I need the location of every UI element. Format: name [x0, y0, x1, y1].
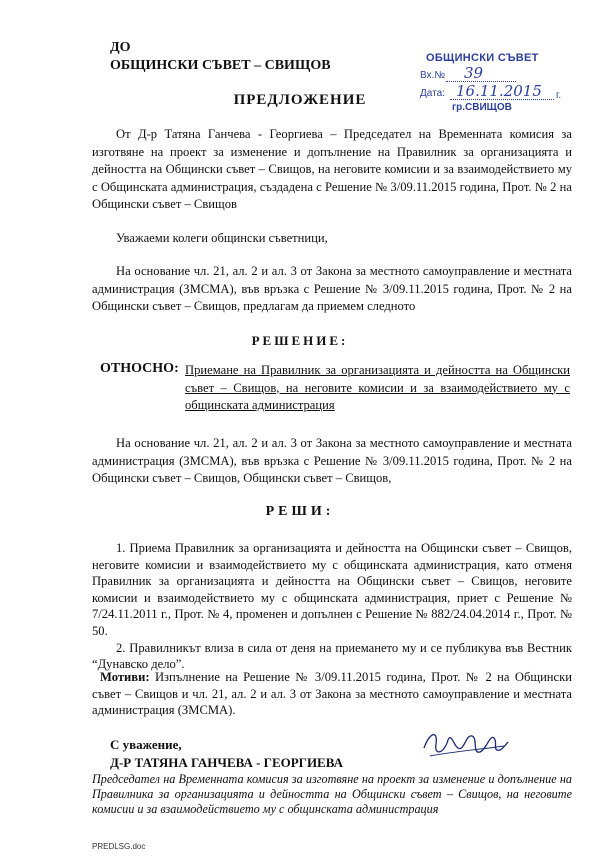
signer-name: Д-Р ТАТЯНА ГАНЧЕВА - ГЕОРГИЕВА	[110, 755, 343, 770]
document-title: ПРЕДЛОЖЕНИЕ	[233, 92, 367, 108]
stamp-date-value: 16.11.2015	[456, 82, 542, 100]
basis-paragraph-2: На основание чл. 21, ал. 2 и ал. 3 от Закона за местното самоуправление и местната администрация (ЗМСМА), във връзка с Решение № 3/09.11.2015 година, Прот. № 2 на Общински съвет – Свищов, Общински съвет – Свищов,	[92, 436, 572, 485]
greeting: Уважаеми колеги общински съветници,	[116, 231, 328, 245]
handwritten-signature	[420, 726, 510, 762]
decision-heading: РЕШЕНИЕ:	[251, 333, 349, 348]
stamp-in-no-value: 39	[464, 64, 484, 82]
closing: С уважение,	[110, 737, 182, 752]
addressee-line-2: ОБЩИНСКИ СЪВЕТ – СВИЩОВ	[110, 58, 331, 73]
stamp-city: гр.СВИЩОВ	[452, 102, 512, 113]
otnosno-text: Приемане на Правилник за организацията и дейността на Общински съвет – Свищов, на неговите комисии и за взаимодействието му с общинската администрация	[185, 363, 570, 412]
signer-role: Председател на Временната комисия за изготвяне на проект за изменение и допълнение на Правилника за организацията и дейността на Общински съвет – Свищов, на неговите комисии и за взаимодействието му с общинската администрация	[92, 772, 572, 817]
decision-item-2: 2. Правилникът влиза в сила от деня на приемането му и се публикува във Вестник “Дунавско дело”.	[92, 640, 572, 672]
basis-paragraph-1: На основание чл. 21, ал. 2 и ал. 3 от Закона за местното самоуправление и местната администрация (ЗМСМА), във връзка с Решение № 3/09.11.2015 година, Прот. № 2 на Общински съвет – Свищов, предлагам да приемем следното	[92, 264, 572, 313]
intro-paragraph: От Д-р Татяна Ганчева - Георгиева – Председател на Временната комисия за изготвяне на проект за изменение и допълнение на Правилник за организацията и дейността на Общински съвет – Свищов, на неговите комисии и за взаимодействието му с Общинската администрация, създадена с Решение № 3/09.11.2015 година, Прот. № 2 на Общински съвет – Свищов	[92, 127, 572, 211]
motivi-text: Изпълнение на Решение № 3/09.11.2015 година, Прот. № 2 на Общински съвет – Свищов и чл. 21, ал. 2 и ал. 3 от Закона за местното самоуправление и местната администрация (ЗМСМА).	[92, 670, 572, 718]
stamp-in-no-label: Вх.№	[420, 70, 446, 81]
motivi-paragraph	[92, 669, 572, 719]
stamp-title: ОБЩИНСКИ СЪВЕТ	[426, 52, 539, 64]
decision-item-1: 1. Приема Правилник за организацията и дейността на Общински съвет – Свищов, неговите комисии и взаимодействието му с общинската администрация, като отменя Правилник за организацията и дейността на Общински съвет – Свищов, неговите комисии и взаимодействието му с общинската администрация, приет с Решение № 7/24.11.2011 г., Прот. № 4, променен и допълнен с Решение № 882/24.04.2014 г., Прот. № 50.	[92, 541, 572, 638]
stamp-date-label: Дата:	[420, 88, 445, 99]
motivi-label: Мотиви:	[100, 670, 150, 684]
footer-filename: PREDLSG.doc	[92, 842, 146, 851]
otnosno-label: ОТНОСНО:	[100, 361, 179, 376]
reshi-heading: РЕШИ:	[265, 504, 335, 519]
stamp-date-suffix: г.	[556, 90, 562, 101]
decision-items	[92, 540, 572, 673]
addressee-line-1: ДО	[110, 40, 131, 55]
